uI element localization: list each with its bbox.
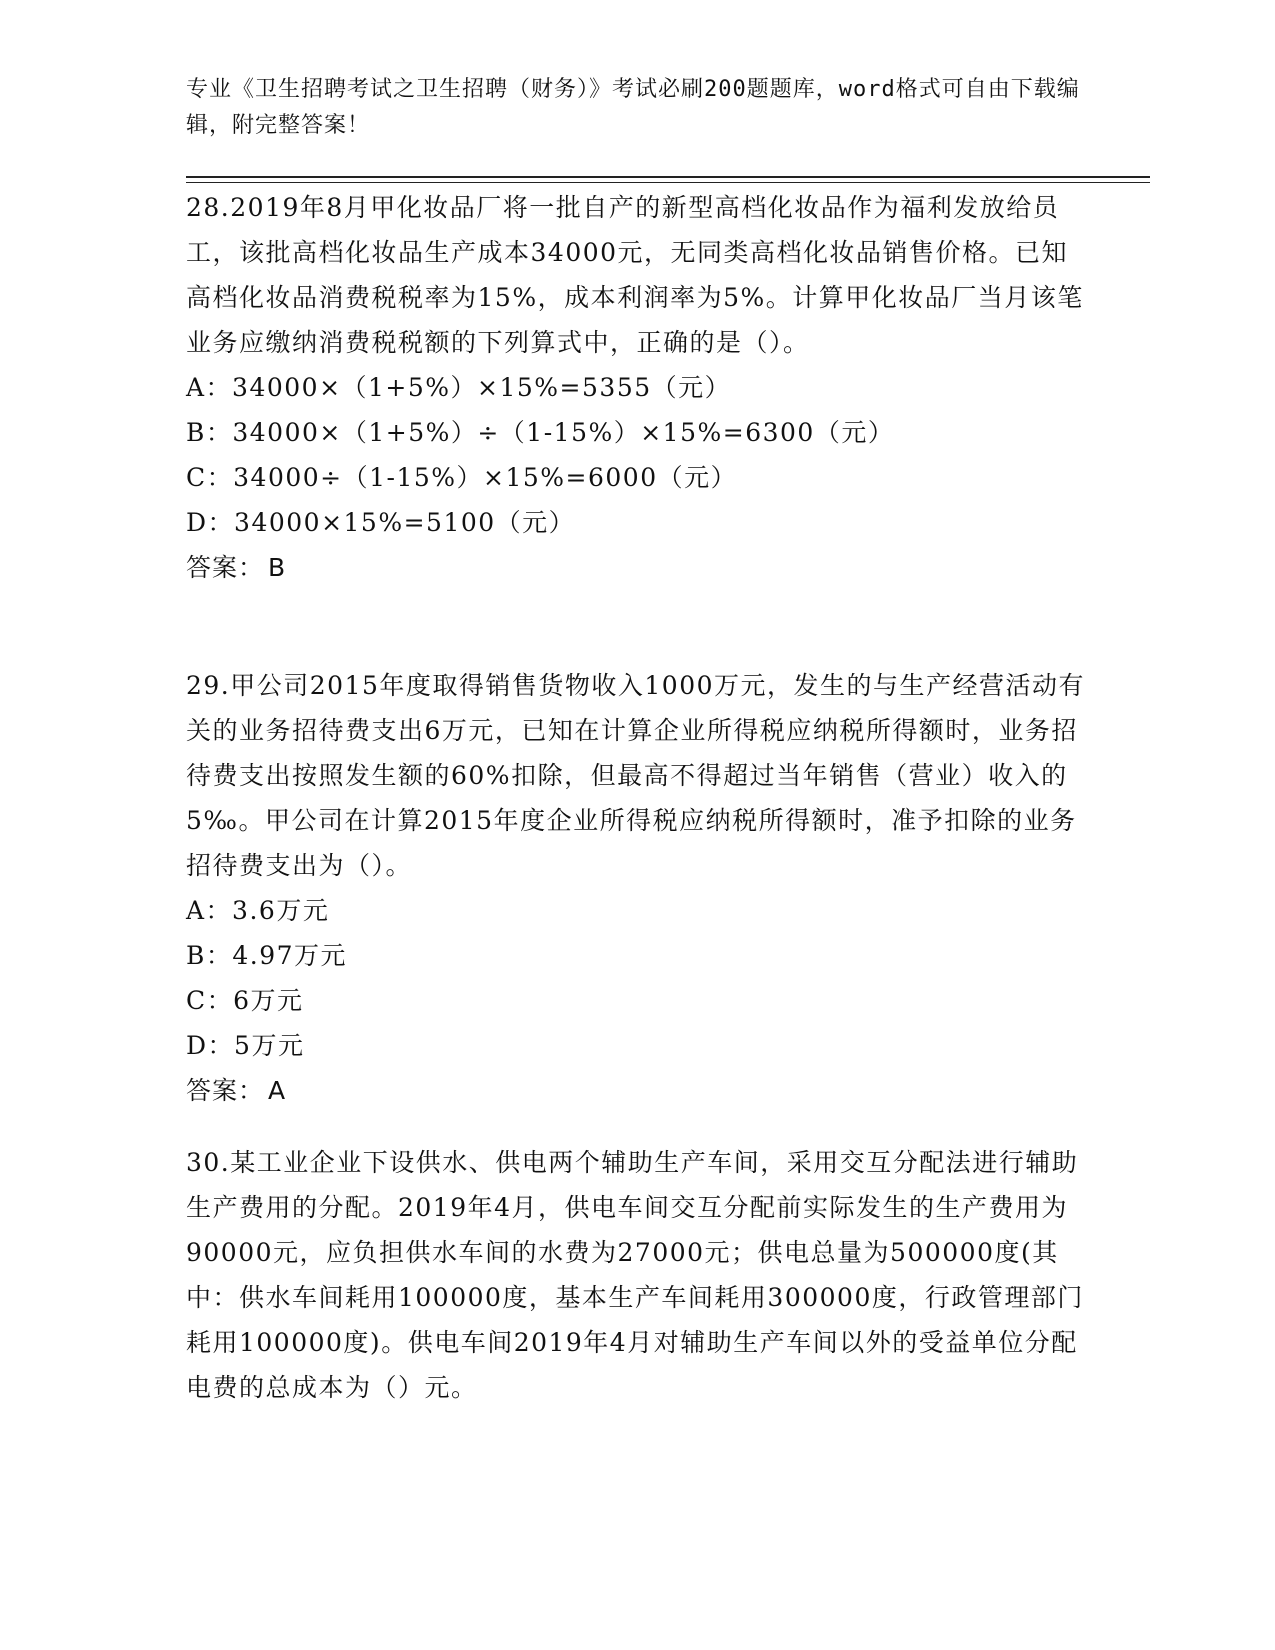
option-a: A：3.6万元 — [186, 896, 330, 925]
header-divider-thin — [186, 182, 1150, 183]
question-stem: 30.某工业企业下设供水、供电两个辅助生产车间，采用交互分配法进行辅助生产费用的分配。2019年4月，供电车间交互分配前实际发生的生产费用为90000元，应负担供水车间的水费为27000元；供电总量为500000度(其中：供水车间耗用100000度，基本生产车间耗用300000度，行政管理部门耗用100000度)。供电车间2019年4月对辅助生产车间以外的受益单位分配电费的总成本为（）元。 — [186, 1148, 1084, 1402]
question-28 — [186, 185, 1086, 590]
answer-value: B — [268, 553, 287, 582]
option-c: C：6万元 — [186, 986, 304, 1015]
option-a: A：34000×（1+5%）×15%=5355（元） — [186, 373, 732, 402]
option-c: C：34000÷（1-15%）×15%=6000（元） — [186, 463, 738, 492]
option-d: D：5万元 — [186, 1031, 305, 1060]
answer-label: 答案： — [186, 1076, 265, 1105]
answer-line — [186, 1068, 1086, 1113]
question-29 — [186, 663, 1086, 1113]
answer-line — [186, 545, 1086, 590]
question-30 — [186, 1140, 1086, 1410]
answer-label: 答案： — [186, 553, 265, 582]
option-b: B：4.97万元 — [186, 941, 348, 970]
question-stem: 29.甲公司2015年度取得销售货物收入1000万元，发生的与生产经营活动有关的业务招待费支出6万元，已知在计算企业所得税应纳税所得额时，业务招待费支出按照发生额的60%扣除，但最高不得超过当年销售（营业）收入的5‰。甲公司在计算2015年度企业所得税应纳税所得额时，准予扣除的业务招待费支出为（）。 — [186, 671, 1086, 880]
question-stem: 28.2019年8月甲化妆品厂将一批自产的新型高档化妆品作为福利发放给员工，该批高档化妆品生产成本34000元，无同类高档化妆品销售价格。已知高档化妆品消费税税率为15%，成本利润率为5%。计算甲化妆品厂当月该笔业务应缴纳消费税税额的下列算式中，正确的是（）。 — [186, 193, 1084, 357]
header-divider-thick — [186, 176, 1150, 178]
answer-value: A — [268, 1076, 287, 1105]
page-header: 专业《卫生招聘考试之卫生招聘（财务）》考试必刷200题题库，word格式可自由下载编辑，附完整答案！ — [186, 77, 1080, 138]
option-b: B：34000×（1+5%）÷（1-15%）×15%=6300（元） — [186, 418, 895, 447]
option-d: D：34000×15%=5100（元） — [186, 508, 576, 537]
